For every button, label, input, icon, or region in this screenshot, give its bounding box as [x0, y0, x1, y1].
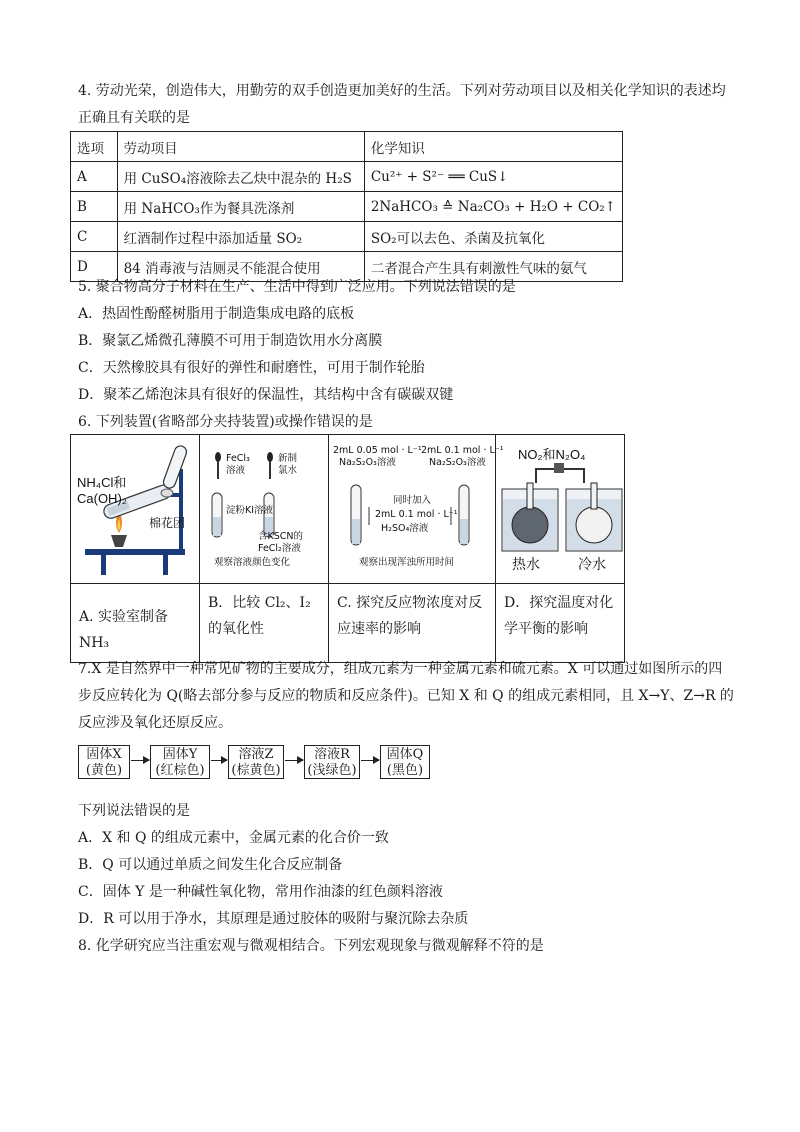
caption-a-cell: [71, 584, 200, 663]
header-option: 选项: [71, 132, 118, 162]
flow-node-color: (棕黄色): [231, 763, 281, 778]
q7-option-a: A．X 和 Q 的组成元素中，金属元素的化合价一致: [78, 830, 389, 846]
row-option: D: [71, 252, 118, 282]
left-tube-label: Na₂S₂O₃溶液: [339, 457, 396, 468]
flow-arrow: [285, 760, 303, 761]
row-option: A: [71, 162, 118, 192]
figure-d-cell: [496, 435, 625, 584]
caption-c: C. 探究反应物浓度对反应速率的影响: [337, 595, 483, 637]
flow-node-q: [380, 745, 430, 779]
flow-node-r: [304, 745, 360, 779]
caption-b: B．比较 Cl₂、I₂ 的氧化性: [208, 595, 311, 637]
row-knowledge: 二者混合产生具有刺激性气味的氨气: [364, 252, 622, 282]
flow-node-name: 固体Y: [162, 747, 198, 762]
flow-node-name: 固体Q: [386, 747, 424, 762]
added-acid-label: 2mL 0.1 mol · L⁻¹: [375, 509, 458, 520]
hot-water-label: 热水: [512, 556, 540, 572]
reagent-label: Ca(OH)₂: [77, 491, 127, 506]
flow-arrow: [131, 760, 149, 761]
flow-node-name: 溶液Z: [238, 747, 274, 762]
row-project: 用 CuSO₄溶液除去乙炔中混杂的 H₂S: [117, 162, 364, 192]
oxidation-comparison-figure: [200, 435, 328, 579]
q6-apparatus-table: [70, 434, 625, 663]
q4-stem-line1: 4. 劳动光荣，创造伟大，用勤劳的双手创造更加美好的生活。下列对劳动项目以及相关化学知识的表述均: [78, 83, 726, 99]
flow-arrow: [361, 760, 379, 761]
left-tube-label: 2mL 0.05 mol · L⁻¹: [333, 445, 422, 456]
table-row: [71, 162, 623, 192]
ki-solution-label: 淀粉KI溶液: [226, 505, 274, 516]
row-knowledge: 2NaHCO₃ ≙ Na₂CO₃ + H₂O + CO₂↑: [364, 192, 622, 222]
q7-stem-line2: 步反应转化为 Q(略去部分参与反应的物质和反应条件)。已知 X 和 Q 的组成元素相同，且 X→Y、Z→R 的: [78, 688, 734, 704]
q6-stem: 6. 下列装置(省略部分夹持装置)或操作错误的是: [78, 414, 373, 430]
flow-node-z: [228, 745, 284, 779]
row-knowledge: SO₂可以去色、杀菌及抗氧化: [364, 222, 622, 252]
figure-a-cell: [71, 435, 200, 584]
cotton-label: 棉花团: [149, 516, 186, 530]
q7-option-b: B．Q 可以通过单质之间发生化合反应制备: [78, 857, 343, 873]
figure-b-cell: [200, 435, 329, 584]
chlorine-water-label: 新制: [278, 453, 298, 464]
reaction-rate-figure: [329, 435, 504, 579]
row-project: 用 NaHCO₃作为餐具洗涤剂: [117, 192, 364, 222]
equilibrium-temperature-figure: [496, 435, 624, 579]
caption-a: A. 实验室制备 NH₃: [79, 609, 169, 651]
q5-option-a: A．热固性酚醛树脂用于制造集成电路的底板: [78, 306, 355, 322]
q7-option-c: C．固体 Y 是一种碱性氧化物，常用作油漆的红色颜料溶液: [78, 884, 443, 900]
chlorine-water-label: 氯水: [278, 465, 298, 476]
table-row: [71, 192, 623, 222]
caption-c-cell: [329, 584, 496, 663]
added-acid-label: H₂SO₄溶液: [381, 523, 429, 534]
flow-arrow: [211, 760, 227, 761]
q5-option-d: D．聚苯乙烯泡沫具有很好的保温性，其结构中含有碳碳双键: [78, 387, 454, 403]
fecl2-label: FeCl₂溶液: [258, 543, 301, 554]
q7-question: 下列说法错误的是: [78, 803, 190, 819]
fecl3-label: FeCl₃: [226, 453, 250, 464]
row-project: 84 消毒液与洁厕灵不能混合使用: [117, 252, 364, 282]
row-option: C: [71, 222, 118, 252]
table-row: [71, 222, 623, 252]
table-header-row: [71, 132, 623, 162]
cold-water-label: 冷水: [578, 556, 606, 572]
figure-caption: 观察溶液颜色变化: [214, 557, 291, 568]
flow-node-color: (黑色): [386, 763, 424, 778]
figure-caption: 观察出现浑浊所用时间: [359, 557, 455, 568]
header-project: 劳动项目: [117, 132, 364, 162]
flow-node-y: [150, 745, 210, 779]
flow-node-color: (黄色): [85, 763, 123, 778]
q7-stem-line3: 反应涉及氧化还原反应。: [78, 715, 232, 731]
right-tube-label: 2mL 0.1 mol · L⁻¹: [421, 445, 504, 456]
q5-stem: 5. 聚合物高分子材料在生产、生活中得到广泛应用。下列说法错误的是: [78, 279, 516, 295]
q4-table: [70, 131, 623, 282]
row-knowledge: Cu²⁺ + S²⁻ ══ CuS↓: [364, 162, 622, 192]
gas-label: NO₂和N₂O₄: [518, 447, 586, 462]
caption-b-cell: [200, 584, 329, 663]
added-acid-label: 同时加入: [393, 495, 432, 506]
q7-option-d: D．R 可以用于净水，其原理是通过胶体的吸附与聚沉除去杂质: [78, 911, 469, 927]
q5-option-c: C．天然橡胶具有很好的弹性和耐磨性，可用于制作轮胎: [78, 360, 425, 376]
right-tube-label: Na₂S₂O₃溶液: [429, 457, 486, 468]
flow-node-color: (红棕色): [155, 763, 205, 778]
q5-option-b: B．聚氯乙烯微孔薄膜不可用于制造饮用水分离膜: [78, 333, 383, 349]
flow-node-color: (浅绿色): [307, 763, 357, 778]
caption-d: D．探究温度对化学平衡的影响: [504, 595, 614, 637]
q4-stem-line2: 正确且有关联的是: [78, 110, 190, 126]
q8-stem: 8. 化学研究应当注重宏观与微观相结合。下列宏观现象与微观解释不符的是: [78, 938, 544, 954]
flow-node-x: [78, 745, 130, 779]
row-option: B: [71, 192, 118, 222]
kscn-label: 含KSCN的: [258, 531, 303, 542]
reagent-label: NH₄Cl和: [77, 475, 127, 490]
fecl3-label: 溶液: [226, 465, 246, 476]
q7-stem-line1: 7.X 是自然界中一种常见矿物的主要成分，组成元素为一种金属元素和硫元素。X 可以通过如图所示的四: [78, 661, 723, 677]
row-project: 红酒制作过程中添加适量 SO₂: [117, 222, 364, 252]
figure-c-cell: [329, 435, 504, 584]
flow-node-name: 固体X: [86, 747, 122, 762]
header-knowledge: 化学知识: [364, 132, 622, 162]
ammonia-apparatus-figure: [71, 435, 199, 579]
caption-d-cell: [496, 584, 625, 663]
flow-node-name: 溶液R: [314, 747, 350, 762]
